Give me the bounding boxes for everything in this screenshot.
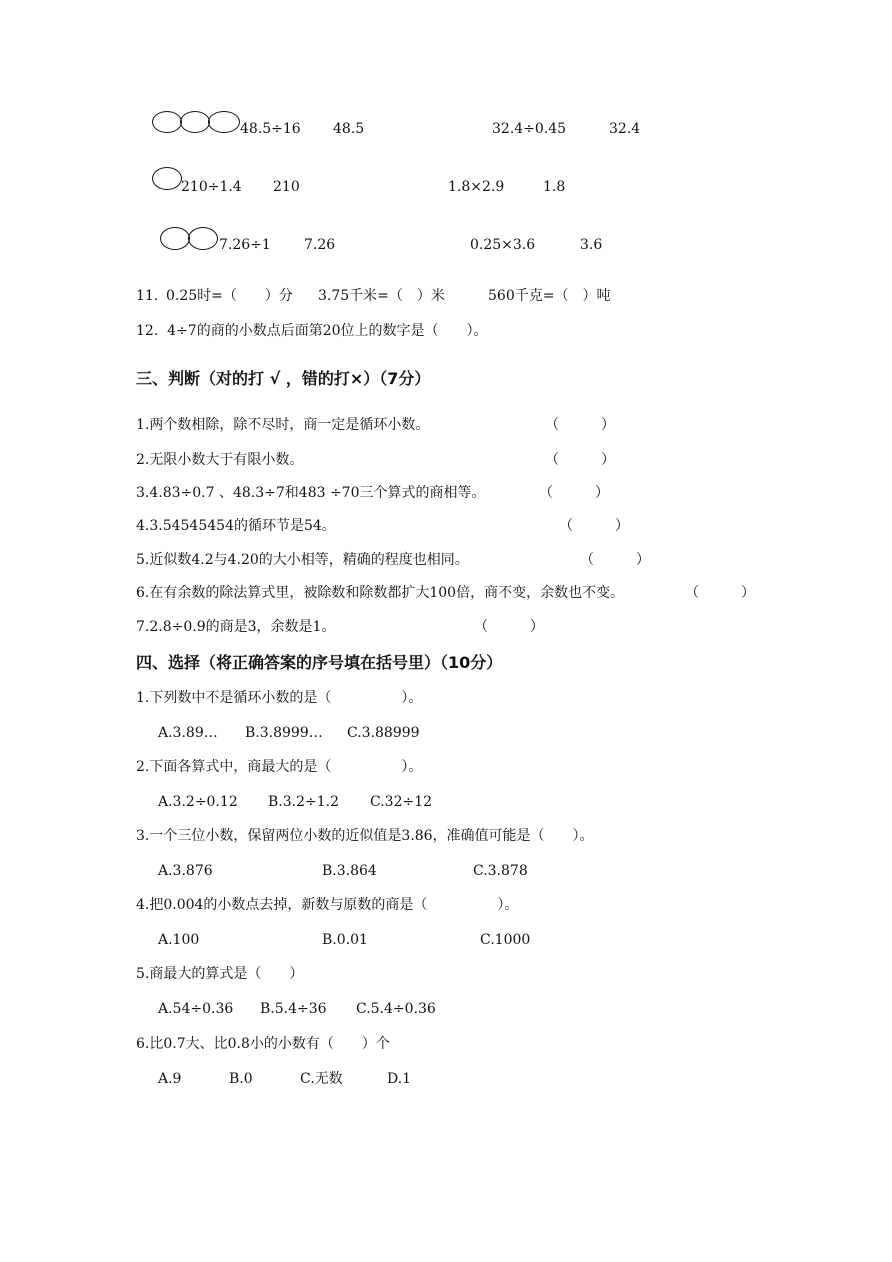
question-11-part-b: 3.75千米=（ ）米 xyxy=(318,288,445,304)
right-expression: 0.25×3.6 xyxy=(470,237,536,253)
left-value: 7.26 xyxy=(304,237,336,253)
right-value: 3.6 xyxy=(580,237,603,253)
judge-paren-6[interactable]: （ ） xyxy=(685,585,755,601)
question-11-part-a: 0.25时=（ ）分 xyxy=(166,288,293,304)
judge-paren-3[interactable]: （ ） xyxy=(539,485,609,501)
option-a[interactable]: A.3.89… xyxy=(158,725,218,741)
answer-oval[interactable] xyxy=(160,227,190,250)
left-value: 48.5 xyxy=(333,121,365,137)
option-b[interactable]: B.0 xyxy=(229,1071,253,1087)
option-c[interactable]: C.32÷12 xyxy=(370,794,433,810)
answer-oval[interactable] xyxy=(152,167,182,190)
answer-oval[interactable] xyxy=(152,111,182,133)
left-expression: 48.5÷16 xyxy=(240,121,301,137)
choice-question-5: 5.商最大的算式是（ ） xyxy=(136,966,304,982)
judge-paren-2[interactable]: （ ） xyxy=(545,452,615,468)
option-a[interactable]: A.54÷0.36 xyxy=(158,1001,234,1017)
choice-question-3: 3.一个三位小数，保留两位小数的近似值是3.86，准确值可能是（ ）。 xyxy=(136,828,594,844)
question-number: 11. xyxy=(136,288,159,304)
right-expression: 1.8×2.9 xyxy=(448,179,505,195)
judge-item-1: 1.两个数相除，除不尽时，商一定是循环小数。 xyxy=(136,417,430,433)
section-4-title: 四、选择（将正确答案的序号填在括号里）（10分） xyxy=(136,653,503,672)
option-b[interactable]: B.3.864 xyxy=(322,863,377,879)
option-c[interactable]: C.3.878 xyxy=(473,863,528,879)
answer-oval[interactable] xyxy=(188,227,218,250)
option-c[interactable]: C.5.4÷0.36 xyxy=(356,1001,436,1017)
option-b[interactable]: B.5.4÷36 xyxy=(260,1001,327,1017)
judge-item-6: 6.在有余数的除法算式里，被除数和除数都扩大100倍，商不变，余数也不变。 xyxy=(136,585,625,601)
question-11-part-c: 560千克=（ ）吨 xyxy=(488,288,611,304)
choice-question-1: 1.下列数中不是循环小数的是（ ）。 xyxy=(136,690,423,706)
right-value: 32.4 xyxy=(609,121,641,137)
judge-paren-1[interactable]: （ ） xyxy=(545,417,615,433)
judge-item-7: 7.2.8÷0.9的商是3，余数是1。 xyxy=(136,619,336,635)
left-value: 210 xyxy=(273,179,300,195)
answer-oval[interactable] xyxy=(208,111,240,133)
option-b[interactable]: B.0.01 xyxy=(322,932,368,948)
judge-item-3: 3.4.83÷0.7 、48.3÷7和483 ÷70三个算式的商相等。 xyxy=(136,485,486,501)
right-value: 1.8 xyxy=(543,179,566,195)
judge-paren-4[interactable]: （ ） xyxy=(559,518,629,534)
option-c[interactable]: C.无数 xyxy=(300,1071,343,1087)
choice-question-6: 6.比0.7大、比0.8小的小数有（ ）个 xyxy=(136,1036,390,1052)
option-b[interactable]: B.3.8999… xyxy=(245,725,323,741)
option-b[interactable]: B.3.2÷1.2 xyxy=(268,794,339,810)
judge-item-2: 2.无限小数大于有限小数。 xyxy=(136,452,304,468)
option-a[interactable]: A.3.876 xyxy=(158,863,213,879)
choice-question-2: 2.下面各算式中，商最大的是（ ）。 xyxy=(136,759,423,775)
option-a[interactable]: A.9 xyxy=(158,1071,182,1087)
right-expression: 32.4÷0.45 xyxy=(492,121,567,137)
judge-item-5: 5.近似数4.2与4.20的大小相等，精确的程度也相同。 xyxy=(136,552,469,568)
option-a[interactable]: A.3.2÷0.12 xyxy=(158,794,238,810)
option-d[interactable]: D.1 xyxy=(387,1071,412,1087)
choice-question-4: 4.把0.004的小数点去掉，新数与原数的商是（ ）。 xyxy=(136,897,519,913)
judge-paren-7[interactable]: （ ） xyxy=(474,619,544,635)
answer-oval[interactable] xyxy=(180,111,210,133)
left-expression: 7.26÷1 xyxy=(219,237,271,253)
section-3-title: 三、判断（对的打 √ ，错的打×）（7分） xyxy=(136,369,431,388)
option-a[interactable]: A.100 xyxy=(158,932,200,948)
question-12: 12. 4÷7的商的小数点后面第20位上的数字是（ ）。 xyxy=(136,323,488,339)
left-expression: 210÷1.4 xyxy=(181,179,242,195)
judge-item-4: 4.3.54545454的循环节是54。 xyxy=(136,518,336,534)
option-c[interactable]: C.3.88999 xyxy=(347,725,420,741)
option-c[interactable]: C.1000 xyxy=(480,932,531,948)
judge-paren-5[interactable]: （ ） xyxy=(580,552,650,568)
